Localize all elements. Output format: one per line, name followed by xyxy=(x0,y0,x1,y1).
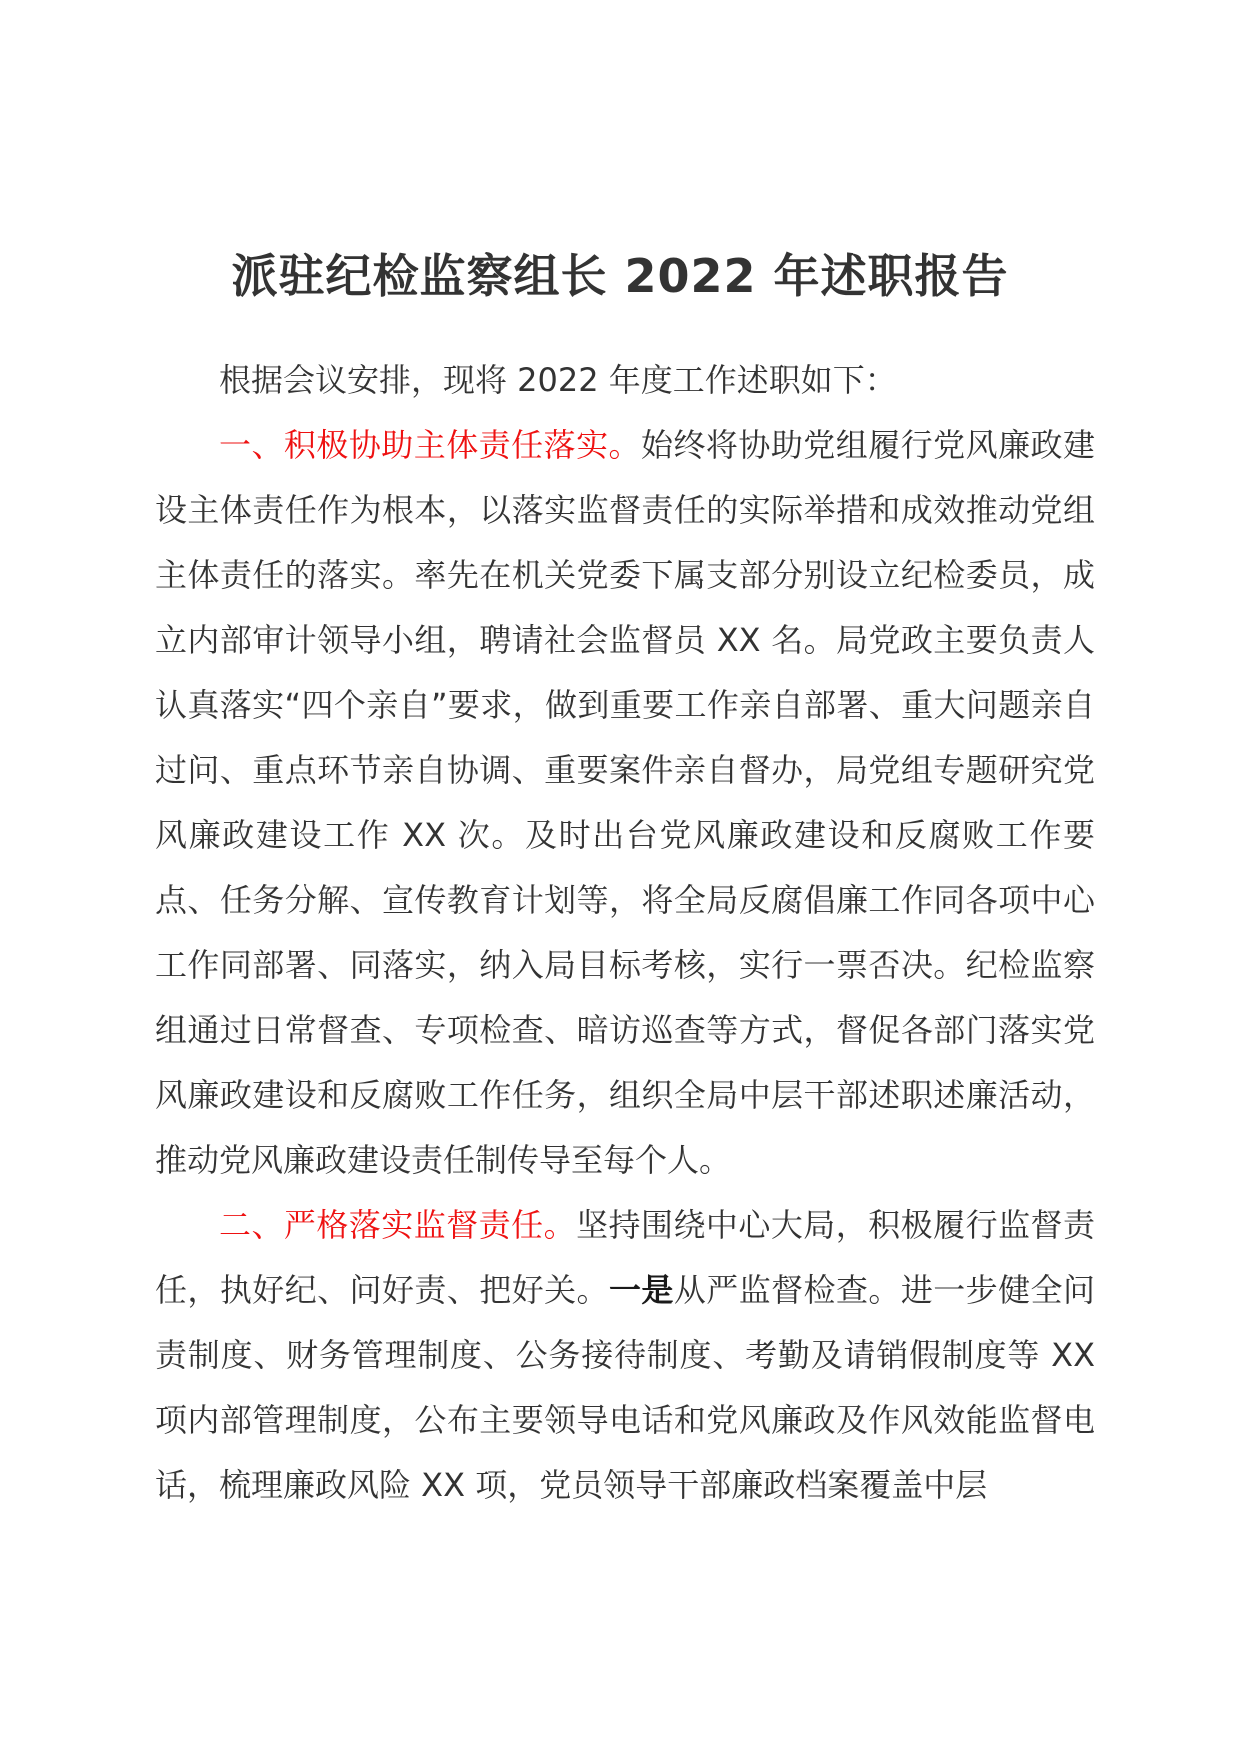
intro-paragraph: 根据会议安排，现将 2022 年度工作述职如下： xyxy=(219,361,897,399)
section-2-emphasis: 一是 xyxy=(608,1271,674,1309)
section-1-text: 始终将协助党组履行党风廉政建设主体责任作为根本，以落实监督责任的实际举措和成效推动党组主体责任的落实。率先在机关党委下属支部分别设立纪检委员，成立内部审计领导小组，聘请社会监督员 XX 名。局党政主要负责人认真落实“四个亲自”要求，做到重要工作亲自部署、重大问题亲自过问、重点环节亲自协调、重要案件亲自督办，局党组专题研究党风廉政建设工作 XX 次。及时出台党风廉政建设和反腐败工作要点、任务分解、宣传教育计划等，将全局反腐倡廉工作同各项中心工作同部署、同落实，纳入局目标考核，实行一票否决。纪检监察组通过日常督查、专项检查、暗访巡查等方式，督促各部门落实党风廉政建设和反腐败工作任务，组织全局中层干部述职述廉活动，推动党风廉政建设责任制传导至每个人。 xyxy=(155,426,1095,1179)
page-title: 派驻纪检监察组长 2022 年述职报告 xyxy=(231,249,1009,303)
document-body xyxy=(155,348,1095,1518)
section-1-paragraph xyxy=(155,413,1095,1193)
section-2-heading: 二、严格落实监督责任。 xyxy=(219,1206,577,1244)
section-2-paragraph xyxy=(155,1193,1095,1518)
section-2-text-after: 从严监督检查。进一步健全问责制度、财务管理制度、公务接待制度、考勤及请销假制度等 XX 项内部管理制度，公布主要领导电话和党风廉政及作风效能监督电话，梳理廉政风险 XX 项，党员领导干部廉政档案覆盖中层 xyxy=(155,1271,1095,1504)
section-1-heading: 一、积极协助主体责任落实。 xyxy=(219,426,641,464)
section-2-text-before: 坚持围绕中心大局，积极履行监督责任，执好纪、问好责、把好关。 xyxy=(155,1206,1095,1309)
